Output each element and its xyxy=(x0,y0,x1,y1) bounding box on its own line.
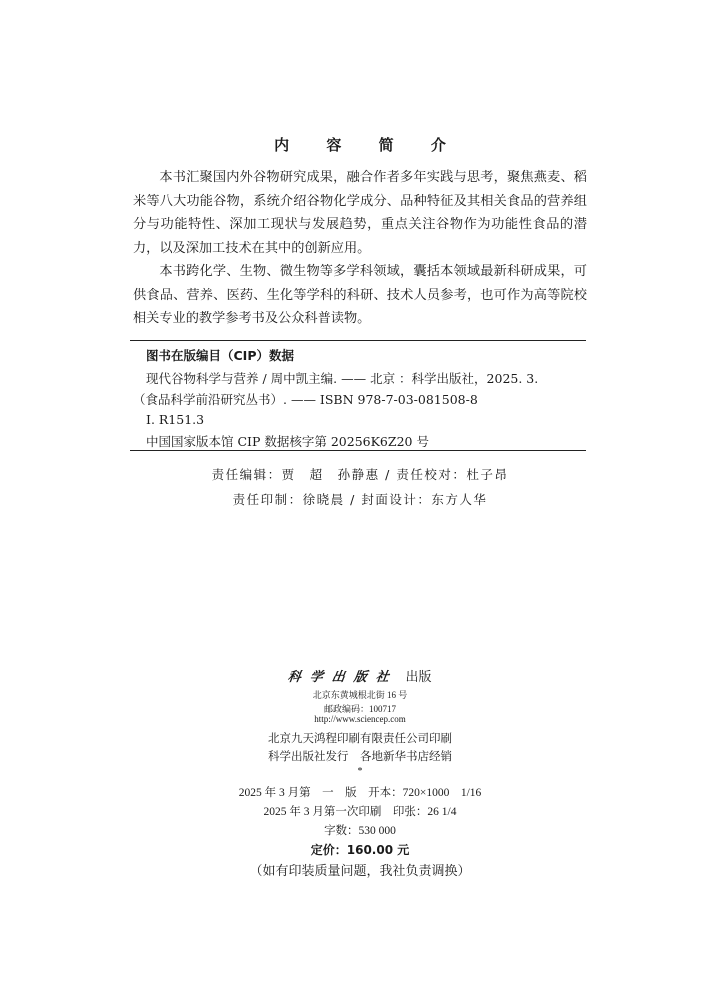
word-count-line: 字数：530 000 xyxy=(324,825,396,837)
printer-line: 北京九天鸿程印刷有限责任公司印刷 xyxy=(268,733,452,745)
publisher-address: 北京东黄城根北街 16 号 xyxy=(312,690,408,700)
credits-printing-design: 责任印制：徐晓晨 / 封面设计：东方人华 xyxy=(232,492,488,507)
publisher-postcode: 邮政编码：100717 xyxy=(323,704,396,714)
cip-series-isbn-line: （食品科学前沿研究丛书）. —— ISBN 978-7-03-081508-8 xyxy=(133,392,478,407)
cip-record-number-line: 中国国家版本馆 CIP 数据核字第 20256K6Z20 号 xyxy=(146,434,429,449)
edition-line: 2025 年 3 月第 一 版 开本：720×1000 1/16 xyxy=(238,787,482,799)
cip-heading: 图书在版编目（CIP）数据 xyxy=(146,348,294,363)
distribution-line: 科学出版社发行 各地新华书店经销 xyxy=(268,751,452,763)
publisher-logo-name: 科学出版社 xyxy=(287,670,400,685)
separator-asterisk: * xyxy=(357,766,363,777)
cip-bottom-rule xyxy=(130,450,586,451)
cip-classification-line: Ⅰ. R151.3 xyxy=(146,412,205,427)
credits-editors: 责任编辑：贾 超 孙静惠 / 责任校对：杜子昂 xyxy=(211,467,509,482)
printing-line: 2025 年 3 月第一次印刷 印张：26 1/4 xyxy=(263,806,457,818)
publisher-suffix: 出版 xyxy=(405,670,432,685)
quality-note: （如有印装质量问题，我社负责调换） xyxy=(249,863,471,878)
summary-paragraph: 本书跨化学、生物、微生物等多学科领域，囊括本领域最新科研成果，可供食品、营养、医药、生化等学科的科研、技术人员参考，也可作为高等院校相关专业的教学参考书及公众科普读物。 xyxy=(133,264,587,326)
price-line: 定价：160.00 元 xyxy=(310,843,410,857)
cip-title-line: 现代谷物科学与营养 / 周中凯主编. —— 北京 ：科学出版社，2025. 3. xyxy=(146,371,539,386)
summary-paragraph: 本书汇聚国内外谷物研究成果，融合作者多年实践与思考，聚焦燕麦、稻米等八大功能谷物，系统介绍谷物化学成分、品种特征及其相关食品的营养组分与功能特性、深加工现状与发展趋势，重点关注谷物作为功能性食品的潜力，以及深加工技术在其中的创新应用。 xyxy=(133,170,587,256)
summary-title: 内 容 简 介 xyxy=(274,136,462,154)
summary-body xyxy=(133,166,587,331)
publisher-line xyxy=(0,666,720,685)
cip-top-rule xyxy=(130,340,586,341)
publisher-url: http://www.sciencep.com xyxy=(314,714,406,724)
